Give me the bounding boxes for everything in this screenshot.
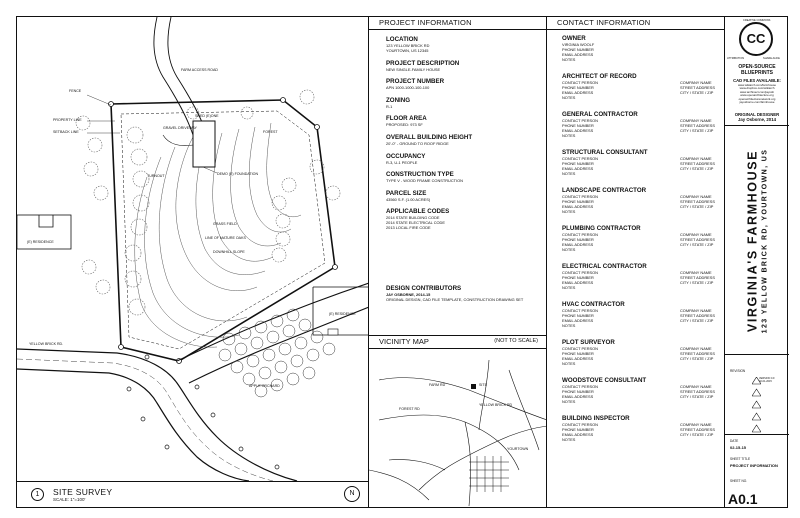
- sheet-number: A0.1: [728, 491, 758, 507]
- project-section-value: R-3, U-1 PEOPLE: [386, 159, 418, 165]
- contact-information-panel: [547, 17, 725, 507]
- contact-field-right: STREET ADDRESS: [680, 389, 715, 394]
- contact-row: [562, 171, 724, 176]
- contact-field-left: CONTACT PERSON: [562, 346, 598, 351]
- contact-row: [562, 361, 724, 366]
- contact-block-owner: [562, 35, 724, 73]
- contact-field-left: PHONE NUMBER: [562, 123, 594, 128]
- contact-field-right: CITY / STATE / ZIP: [680, 280, 714, 285]
- date-value: 02-15-15: [730, 445, 747, 450]
- contact-row: [562, 247, 724, 252]
- contact-block: [562, 301, 724, 339]
- project-section-title: PROJECT NUMBER: [386, 78, 445, 86]
- contact-field-right: CITY / STATE / ZIP: [680, 356, 714, 361]
- vicinity-label-yellow-brick-rd: YELLOW BRICK RD: [479, 403, 513, 407]
- site-marker-icon: [471, 384, 476, 389]
- site-survey-title: SITE SURVEY: [53, 487, 113, 497]
- contact-field-right: STREET ADDRESS: [680, 237, 715, 242]
- designer-label: ORIGINAL DESIGNER: [734, 112, 780, 117]
- vicinity-label-site: SITE: [479, 383, 487, 387]
- contact-row: [562, 399, 724, 404]
- site-survey-drawing: [17, 17, 369, 481]
- cc-ring-text: CREATIVE COMMONS: [743, 19, 771, 22]
- project-section-title: PARCEL SIZE: [386, 189, 427, 197]
- contact-field-right: STREET ADDRESS: [680, 123, 715, 128]
- share-alike-label: SHARE ALIKE: [763, 57, 780, 60]
- contact-field-left: EMAIL ADDRESS: [562, 128, 594, 133]
- contact-field-left: EMAIL ADDRESS: [562, 280, 594, 285]
- contact-field-right: COMPANY NAME: [680, 156, 712, 161]
- creative-commons-icon: CC: [739, 22, 773, 56]
- contact-field-right: STREET ADDRESS: [680, 313, 715, 318]
- contact-field-left: NOTES: [562, 285, 576, 290]
- contact-role-title: ARCHITECT OF RECORD: [562, 73, 637, 80]
- contact-field-left: PHONE NUMBER: [562, 427, 594, 432]
- contact-field-left: EMAIL ADDRESS: [562, 166, 594, 171]
- contact-field-right: CITY / STATE / ZIP: [680, 242, 714, 247]
- contact-block: [562, 111, 724, 149]
- revision-entry: [759, 377, 774, 383]
- vicinity-label-farm-rd: FARM RD: [429, 383, 446, 387]
- contact-field-right: CITY / STATE / ZIP: [680, 90, 714, 95]
- residence-east-outline: [313, 287, 369, 335]
- owner-line: VIRGINIA WOOLF: [562, 42, 595, 47]
- label-downhill-slope: DOWNHILL SLOPE: [213, 250, 245, 254]
- contact-field-right: STREET ADDRESS: [680, 85, 715, 90]
- cad-files-list: [725, 84, 789, 104]
- contact-field-left: EMAIL ADDRESS: [562, 90, 594, 95]
- design-contributors-title: DESIGN CONTRIBUTORS: [386, 285, 462, 292]
- label-fence: FENCE: [69, 89, 82, 93]
- contact-information-body: [547, 30, 724, 453]
- contact-role-title: ELECTRICAL CONTRACTOR: [562, 263, 647, 270]
- town-grid: [469, 456, 509, 492]
- brand-line-1: OPEN-SOURCE: [738, 64, 776, 70]
- label-turnout: TURNOUT: [147, 174, 165, 178]
- contact-field-right: COMPANY NAME: [680, 422, 712, 427]
- vicinity-map-scale: (NOT TO SCALE): [494, 338, 538, 344]
- contact-field-left: PHONE NUMBER: [562, 351, 594, 356]
- project-information-header: PROJECT INFORMATION: [369, 17, 546, 30]
- contact-field-left: PHONE NUMBER: [562, 237, 594, 242]
- contact-row: [562, 95, 724, 100]
- contact-field-right: COMPANY NAME: [680, 308, 712, 313]
- label-yellow-brick-rd: YELLOW BRICK RD.: [29, 342, 64, 346]
- contact-field-left: EMAIL ADDRESS: [562, 204, 594, 209]
- contact-field-left: NOTES: [562, 323, 576, 328]
- label-demo-foundation: DEMO (E) FOUNDATION: [217, 172, 259, 176]
- site-survey-panel: [17, 17, 369, 507]
- contact-field-right: COMPANY NAME: [680, 80, 712, 85]
- label-grass-field: GRASS FIELD: [213, 222, 237, 226]
- contact-field-right: STREET ADDRESS: [680, 199, 715, 204]
- sheet-title-value: PROJECT INFORMATION: [730, 463, 778, 468]
- north-arrow-icon: N: [344, 486, 360, 502]
- contact-field-left: NOTES: [562, 361, 576, 366]
- project-address: 123 YELLOW BRICK RD, YOURTOWN, US: [761, 148, 769, 334]
- project-section-value: 20'-0" - GROUND TO ROOF RIDGE: [386, 140, 449, 146]
- contact-field-left: NOTES: [562, 209, 576, 214]
- contact-field-left: CONTACT PERSON: [562, 270, 598, 275]
- cad-file-link: www.openarchitecture.org: [740, 93, 774, 98]
- contact-field-left: EMAIL ADDRESS: [562, 432, 594, 437]
- contact-field-right: CITY / STATE / ZIP: [680, 204, 714, 209]
- cad-file-link: openarchitecturenetwork.org: [738, 96, 776, 101]
- vicinity-map-title: VICINITY MAP: [379, 337, 429, 346]
- contact-field-left: EMAIL ADDRESS: [562, 356, 594, 361]
- label-shed: SHED (E)ONE: [195, 114, 219, 118]
- contact-role-title: WOODSTOVE CONSULTANT: [562, 377, 647, 384]
- project-section-value: PROPOSED: 973 SF: [386, 122, 423, 128]
- project-section-value: 123 YELLOW BRICK RD: [386, 43, 430, 48]
- contact-field-right: CITY / STATE / ZIP: [680, 394, 714, 399]
- project-section-value: 2014 STATE BUILDING CODE: [386, 215, 440, 221]
- project-section-value: NEW SINGLE-FAMILY HOUSE: [386, 66, 441, 72]
- project-title: VIRGINIA'S FARMHOUSE: [745, 149, 760, 333]
- owner-line: NOTES: [562, 57, 576, 62]
- contact-field-right: COMPANY NAME: [680, 346, 712, 351]
- contact-field-left: CONTACT PERSON: [562, 194, 598, 199]
- contact-row: [562, 323, 724, 328]
- contact-field-right: STREET ADDRESS: [680, 351, 715, 356]
- contact-field-left: PHONE NUMBER: [562, 85, 594, 90]
- contact-field-left: EMAIL ADDRESS: [562, 242, 594, 247]
- project-section-title: FLOOR AREA: [386, 115, 427, 123]
- attribution-label: ATTRIBUTION: [727, 57, 745, 60]
- contact-field-right: COMPANY NAME: [680, 194, 712, 199]
- contact-role-title: PLOT SURVEYOR: [562, 339, 615, 346]
- contact-field-left: NOTES: [562, 171, 576, 176]
- title-block: [725, 17, 789, 507]
- label-residence-west: (E) RESIDENCE: [27, 240, 54, 244]
- contact-role-title: HVAC CONTRACTOR: [562, 301, 625, 308]
- contact-field-left: CONTACT PERSON: [562, 156, 598, 161]
- design-contributors-line: ORIGINAL DESIGN, CAD FILE TEMPLATE, CONSTRUCTION DRAWING SET: [386, 297, 524, 302]
- label-property-line: PROPERTY LINE: [53, 118, 82, 122]
- contact-field-left: PHONE NUMBER: [562, 275, 594, 280]
- contact-row: [562, 437, 724, 442]
- site-survey-scale: SCALE: 1"=100': [53, 497, 86, 502]
- vicinity-label-yourtown: YOURTOWN: [507, 447, 529, 451]
- contact-field-left: EMAIL ADDRESS: [562, 318, 594, 323]
- contact-field-right: COMPANY NAME: [680, 118, 712, 123]
- drawing-sheet: [16, 16, 788, 508]
- contact-field-right: COMPANY NAME: [680, 232, 712, 237]
- project-information-body: [369, 30, 546, 230]
- designer-name: Jay Osborne, 2014: [738, 117, 776, 122]
- contact-field-right: STREET ADDRESS: [680, 427, 715, 432]
- project-section-title: CONSTRUCTION TYPE: [386, 171, 454, 179]
- label-forest: FOREST: [263, 130, 278, 134]
- label-setback-line: SETBACK LINE: [53, 130, 79, 134]
- project-section-value: R-1: [386, 103, 393, 109]
- contact-role-title: LANDSCAPE CONTRACTOR: [562, 187, 647, 194]
- contact-block: [562, 73, 724, 111]
- revision-date: 02-01-2015: [759, 380, 772, 383]
- contact-field-left: CONTACT PERSON: [562, 384, 598, 389]
- site-survey-title-row: [17, 481, 369, 507]
- label-residence-east: (E) RESIDENCE: [329, 312, 356, 316]
- cad-file-link: www.archinect.com/jayosb: [739, 89, 775, 94]
- contact-field-left: PHONE NUMBER: [562, 389, 594, 394]
- project-section-value: YOURTOWN, US 12345: [386, 48, 429, 53]
- contact-block: [562, 225, 724, 263]
- contact-field-left: NOTES: [562, 247, 576, 252]
- contact-field-left: PHONE NUMBER: [562, 199, 594, 204]
- contact-row: [562, 133, 724, 138]
- contact-field-left: NOTES: [562, 399, 576, 404]
- contact-field-right: CITY / STATE / ZIP: [680, 318, 714, 323]
- contact-field-right: CITY / STATE / ZIP: [680, 432, 714, 437]
- contact-role-title: PLUMBING CONTRACTOR: [562, 225, 641, 232]
- cad-files-heading: CAD FILES AVAILABLE:: [733, 78, 781, 83]
- date-label: DATE: [730, 439, 739, 443]
- contact-block: [562, 187, 724, 225]
- project-section-title: APPLICABLE CODES: [386, 208, 450, 216]
- contact-field-left: PHONE NUMBER: [562, 313, 594, 318]
- cad-file-link: jayosborne.com/farmhouse: [739, 100, 775, 105]
- contact-field-right: STREET ADDRESS: [680, 161, 715, 166]
- label-line-of-mature-oaks: LINE OF MATURE OAKS: [205, 236, 246, 240]
- contact-field-left: EMAIL ADDRESS: [562, 394, 594, 399]
- revision-area: [725, 355, 789, 435]
- project-section-title: ZONING: [386, 96, 411, 104]
- contact-field-right: COMPANY NAME: [680, 270, 712, 275]
- design-contributors: [386, 285, 523, 302]
- contact-field-left: CONTACT PERSON: [562, 422, 598, 427]
- project-section-value: 2013 LOCAL FIRE CODE: [386, 225, 431, 231]
- setback-line: [121, 111, 325, 349]
- contact-field-left: CONTACT PERSON: [562, 308, 598, 313]
- drawing-number: 1: [31, 488, 44, 501]
- contact-block: [562, 377, 724, 415]
- vicinity-label-forest-rd: FOREST RD: [399, 407, 420, 411]
- contact-block: [562, 263, 724, 301]
- contact-block: [562, 415, 724, 453]
- contact-field-left: NOTES: [562, 437, 576, 442]
- contact-field-left: CONTACT PERSON: [562, 232, 598, 237]
- revision-triangles-icon: [752, 377, 761, 433]
- contact-field-right: CITY / STATE / ZIP: [680, 128, 714, 133]
- project-title-band: [725, 125, 789, 355]
- project-section-title: PROJECT DESCRIPTION: [386, 59, 460, 67]
- project-section-value: TYPE V - WOOD FRAME CONSTRUCTION: [386, 178, 463, 184]
- contact-field-right: CITY / STATE / ZIP: [680, 166, 714, 171]
- contact-field-left: NOTES: [562, 95, 576, 100]
- contact-field-left: CONTACT PERSON: [562, 118, 598, 123]
- project-title-rotated: [746, 149, 769, 334]
- project-section-title: OVERALL BUILDING HEIGHT: [386, 133, 473, 141]
- contact-role-title: GENERAL CONTRACTOR: [562, 111, 638, 118]
- contact-row: [562, 285, 724, 290]
- contact-field-left: CONTACT PERSON: [562, 80, 598, 85]
- cad-file-link: www.dropbox.com/wikiarch: [739, 86, 775, 91]
- owner-line: EMAIL ADDRESS: [562, 52, 594, 57]
- label-gravel-driveway: GRAVEL DRIVEWAY: [163, 126, 197, 130]
- contact-role-title: STRUCTURAL CONSULTANT: [562, 149, 648, 156]
- fence-posts: [109, 98, 338, 364]
- contact-field-left: PHONE NUMBER: [562, 161, 594, 166]
- sheet-no-label: SHEET NO.: [730, 479, 748, 483]
- brand-line-2: BLUEPRINTS: [741, 70, 773, 76]
- project-section-title: LOCATION: [386, 36, 418, 43]
- contact-block: [562, 149, 724, 187]
- label-farm-access-road: FARM ACCESS ROAD: [181, 68, 218, 72]
- label-apple-orchard: APPLE ORCHARD: [249, 384, 280, 388]
- revision-version: VERSION 0.9: [759, 377, 775, 380]
- owner-title: OWNER: [562, 35, 586, 42]
- project-section-value: APN 1000-1000-100-100: [386, 85, 430, 91]
- project-section-title: OCCUPANCY: [386, 152, 426, 160]
- owner-line: PHONE NUMBER: [562, 47, 594, 52]
- revision-label: REVISION: [730, 369, 746, 373]
- vicinity-map-drawing: [369, 350, 547, 506]
- contact-field-right: STREET ADDRESS: [680, 275, 715, 280]
- project-section-value: 43560 S.F. (1.00 ACRES): [386, 196, 431, 202]
- contact-role-title: BUILDING INSPECTOR: [562, 415, 630, 422]
- vicinity-map-header: [369, 336, 546, 349]
- vicinity-map-panel: [369, 335, 547, 507]
- cad-file-link: www.wikiarch.com/farmhouse: [737, 83, 777, 87]
- contact-row: [562, 209, 724, 214]
- sheet-title-label: SHEET TITLE: [730, 457, 751, 461]
- design-contributors-name: JAY OSBORNE, 2014-15: [386, 292, 431, 297]
- project-information-panel: [369, 17, 547, 335]
- project-section-value: 2014 STATE ELECTRICAL CODE: [386, 220, 445, 226]
- contact-block: [562, 339, 724, 377]
- contact-field-right: COMPANY NAME: [680, 384, 712, 389]
- contact-information-header: CONTACT INFORMATION: [547, 17, 724, 30]
- contact-field-left: NOTES: [562, 133, 576, 138]
